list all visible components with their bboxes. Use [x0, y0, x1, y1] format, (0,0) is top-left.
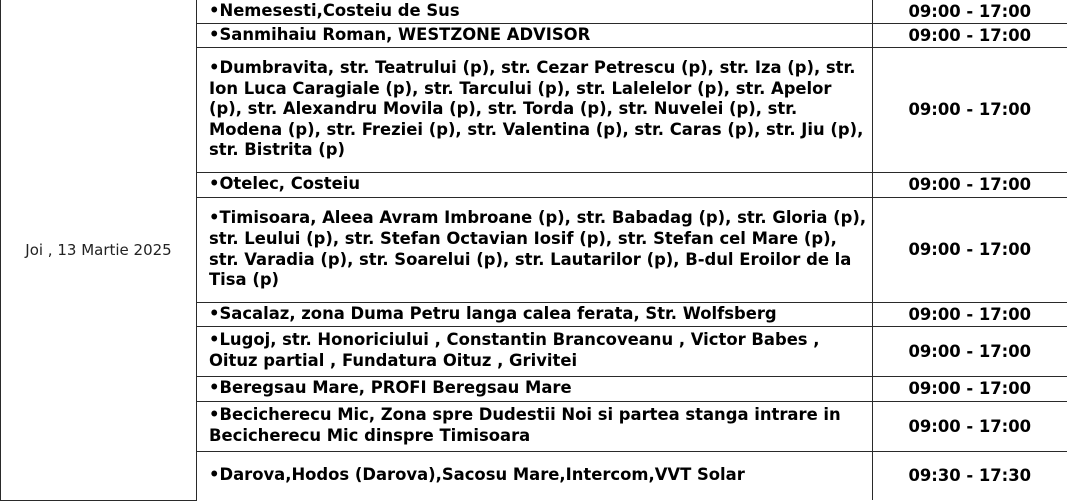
area-cell: •Sanmihaiu Roman, WESTZONE ADVISOR	[197, 23, 873, 47]
time-cell: 09:00 - 17:00	[873, 376, 1067, 401]
time-cell: 09:00 - 17:00	[873, 0, 1067, 23]
table-row	[1, 0, 1080, 23]
time-cell: 09:00 - 17:00	[873, 47, 1067, 172]
area-cell: •Lugoj, str. Honoriciului , Constantin Brancoveanu , Victor Babes , Oituz partial , Fundatura Oituz , Grivitei	[197, 326, 873, 376]
time-cell: 09:30 - 17:30	[873, 451, 1067, 500]
area-cell: •Otelec, Costeiu	[197, 172, 873, 197]
right-gutter	[1067, 0, 1080, 500]
time-cell: 09:00 - 17:00	[873, 326, 1067, 376]
time-cell: 09:00 - 17:00	[873, 401, 1067, 451]
area-cell: •Sacalaz, zona Duma Petru langa calea ferata, Str. Wolfsberg	[197, 302, 873, 326]
time-cell: 09:00 - 17:00	[873, 23, 1067, 47]
area-cell: •Dumbravita, str. Teatrului (p), str. Cezar Petrescu (p), str. Iza (p), str. Ion Luca Caragiale (p), str. Tarcului (p), str. Lalelelor (p), str. Apelor (p), str. Alexandru Movila (p), str. Torda (p), str. Nuvelei (p), str. Modena (p), str. Freziei (p), str. Valentina (p), str. Caras (p), str. Jiu (p), str. Bistrita (p)	[197, 47, 873, 172]
time-cell: 09:00 - 17:00	[873, 172, 1067, 197]
area-cell: •Beregsau Mare, PROFI Beregsau Mare	[197, 376, 873, 401]
date-cell: Joi , 13 Martie 2025	[1, 0, 197, 500]
area-cell: •Darova,Hodos (Darova),Sacosu Mare,Intercom,VVT Solar	[197, 451, 873, 500]
area-cell: •Timisoara, Aleea Avram Imbroane (p), str. Babadag (p), str. Gloria (p), str. Leului (p), str. Stefan Octavian Iosif (p), str. Stefan cel Mare (p), str. Varadia (p), str. Soarelui (p), str. Lautarilor (p), B-dul Eroilor de la Tisa (p)	[197, 197, 873, 302]
area-cell: •Becicherecu Mic, Zona spre Dudestii Noi si partea stanga intrare in Becicherecu Mic dinspre Timisoara	[197, 401, 873, 451]
time-cell: 09:00 - 17:00	[873, 197, 1067, 302]
time-cell: 09:00 - 17:00	[873, 302, 1067, 326]
area-cell: •Nemesesti,Costeiu de Sus	[197, 0, 873, 23]
